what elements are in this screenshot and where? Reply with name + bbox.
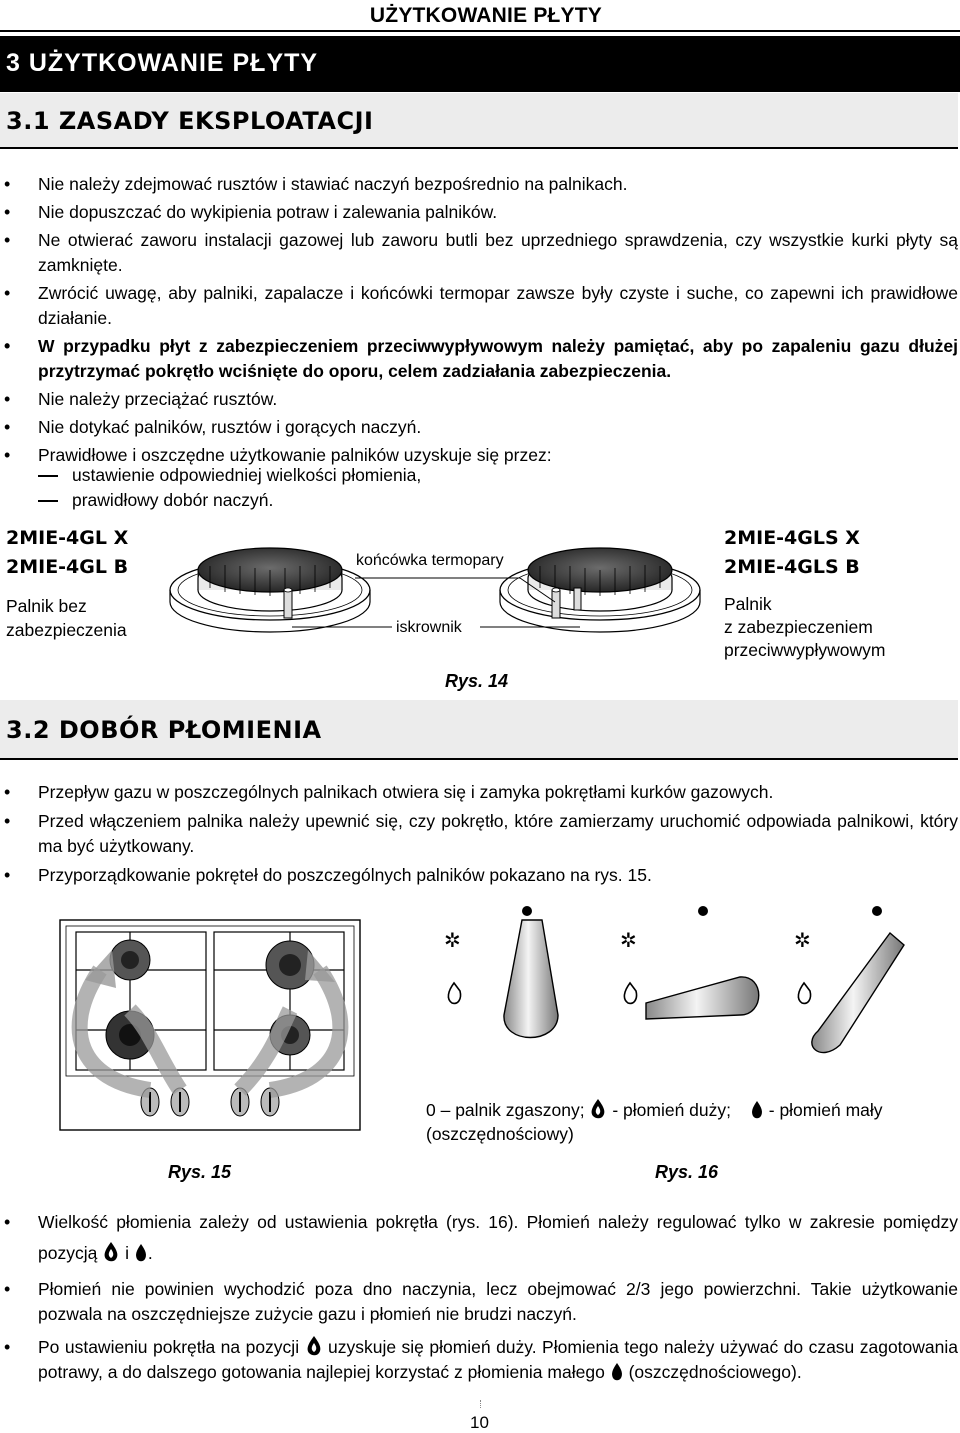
burner-with-protection (500, 548, 700, 632)
figure-label-16: Rys. 16 (655, 1162, 719, 1182)
footer-rule (480, 1400, 482, 1408)
knob-icon (812, 933, 904, 1053)
list-item: • Nie należy zdejmować rusztów i stawiać naczyń bezpośrednio na palnikach. (0, 172, 958, 197)
big-flame-icon (798, 983, 810, 1003)
page-number: 10 (470, 1413, 489, 1432)
small-flame-icon (750, 1100, 764, 1120)
figure-label-15: Rys. 15 (168, 1162, 232, 1182)
list-item (0, 1207, 958, 1269)
running-header: UŻYTKOWANIE PŁYTY (369, 4, 602, 27)
sub-list (0, 463, 958, 513)
list-item: • W przypadku płyt z zabezpieczeniem przeciwwypływowym należy pamiętać, aby po zapaleniu gazu dłużej przytrzymać pokrętło wciśnięte do oporu, celem zadziałania zabezpieczenia. (0, 334, 958, 384)
off-dot-icon (698, 906, 708, 916)
sub-list-item: ustawienie odpowiedniej wielkości płomienia, (0, 463, 958, 488)
list-item: • Nie należy przeciążać rusztów. (0, 387, 958, 412)
knob-max-position (620, 906, 759, 1019)
small-flame-icon (610, 1362, 624, 1382)
knob-off-position (444, 906, 558, 1038)
caption-right-3: przeciwwypływowym (724, 640, 886, 660)
model-label-right-1: 2MIE-4GLS X (724, 527, 860, 549)
burner-without-protection (170, 548, 370, 632)
off-dot-icon (522, 906, 532, 916)
list-item-text: i (125, 1243, 129, 1263)
section-title-2: 3.2 DOBÓR PŁOMIENIA (6, 716, 322, 744)
burner-icon (110, 940, 150, 980)
big-flame-icon (305, 1335, 323, 1357)
burners-illustration (150, 530, 720, 670)
hob-top-view-illustration (40, 910, 370, 1140)
ignition-star-icon: ✲ (794, 928, 811, 952)
big-flame-icon (624, 983, 636, 1003)
list-item: • Zwrócić uwagę, aby palniki, zapalacze i końcówki termopar zawsze były czyste i suche, co zapewni ich prawidłowe działanie. (0, 281, 958, 331)
list-item: • Prawidłowe i oszczędne użytkowanie palników uzyskuje się przez: (0, 443, 958, 468)
list-item: • Nie dopuszczać do wykipienia potraw i zalewania palników. (0, 200, 958, 225)
list-item: • Przed włączeniem palnika należy upewnić się, czy pokrętło, które zamierzamy uruchomić odpowiada palnikowi, który ma być użytkowany. (0, 809, 958, 859)
ignition-star-icon: ✲ (620, 928, 637, 952)
list-item (0, 1335, 958, 1385)
big-flame-icon (102, 1241, 120, 1263)
legend-small-2: (oszczędnościowy) (426, 1124, 574, 1144)
section-2-bullet-list (0, 780, 958, 892)
model-label-left-1: 2MIE-4GL X (6, 527, 129, 549)
list-item-text: Po ustawieniu pokrętła na pozycji (38, 1337, 300, 1357)
section-1-bullet-list (0, 172, 958, 468)
model-label-left-2: 2MIE-4GL B (6, 556, 129, 578)
list-item: • Przepływ gazu w poszczególnych palnikach otwiera się i zamyka pokrętłami kurków gazowych. (0, 780, 958, 805)
caption-left-2: zabezpieczenia (6, 620, 127, 640)
caption-right-2: z zabezpieczeniem (724, 617, 873, 637)
list-item: • Ne otwierać zaworu instalacji gazowej lub zaworu butli bez uprzedniego sprawdzenia, czy wszystkie kurki płyty są zamknięte. (0, 228, 958, 278)
big-flame-icon (448, 983, 460, 1003)
knob-icon (504, 920, 558, 1038)
chapter-title: 3 UŻYTKOWANIE PŁYTY (6, 49, 319, 77)
small-flame-icon (134, 1243, 148, 1263)
model-label-right-2: 2MIE-4GLS B (724, 556, 860, 578)
section-2-more-bullet-list (0, 1207, 958, 1393)
figure-label-14: Rys. 14 (445, 671, 509, 691)
legend-big: - płomień duży; (612, 1100, 731, 1120)
caption-right-1: Palnik (724, 594, 772, 614)
off-dot-icon (872, 906, 882, 916)
knob-positions-illustration (420, 895, 920, 1085)
legend-off: 0 – palnik zgaszony; (426, 1100, 585, 1120)
section-title-1: 3.1 ZASADY EKSPLOATACJI (6, 107, 374, 135)
big-flame-icon (589, 1098, 607, 1120)
caption-left-1: Palnik bez (6, 596, 87, 616)
list-item-text: Wielkość płomienia zależy od ustawienia pokrętła (rys. 16). Płomień należy regulować tylko w zakresie pomiędzy pozycją (38, 1212, 958, 1263)
list-item: • Nie dotykać palników, rusztów i gorących naczyń. (0, 415, 958, 440)
sub-list-item: prawidłowy dobór naczyń. (0, 488, 958, 513)
list-item: • Przyporządkowanie pokręteł do poszczególnych palników pokazano na rys. 15. (0, 863, 958, 888)
list-item-text: . (147, 1243, 153, 1263)
list-item: • Płomień nie powinien wychodzić poza dno naczynia, lecz obejmować 2/3 jego powierzchni. Takie użytkowanie pozwala na oszczędniejsze zużycie gazu i płomień nie brudzi naczyń. (0, 1277, 958, 1327)
list-item-text: (oszczędnościowego). (628, 1362, 802, 1382)
list-item-text: uzyskuje się płomień duży. Płomienia tego należy używać do czasu zagotowania potrawy, a do dalszego gotowania najlepiej korzystać z płomienia małego (38, 1337, 958, 1382)
label-igniter: iskrownik (396, 619, 462, 636)
knob-icon (646, 977, 759, 1019)
knob-legend (426, 1098, 883, 1122)
knob-min-position (794, 906, 904, 1053)
legend-small: - płomień mały (768, 1100, 883, 1120)
label-thermocouple: końcówka termopary (356, 552, 504, 569)
header-rule (0, 30, 960, 32)
ignition-star-icon: ✲ (444, 928, 461, 952)
